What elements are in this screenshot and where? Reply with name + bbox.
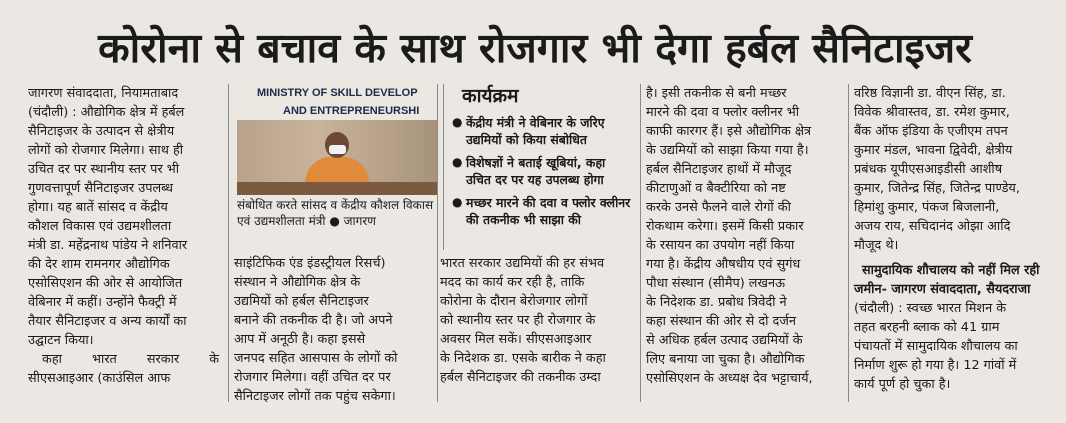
text-line: (चंदौली) : स्वच्छ भारत मिशन के xyxy=(854,301,1007,316)
text-line: से अधिक हर्बल उत्पाद उद्यमियों के xyxy=(646,333,803,348)
text-line: कुमार मंडल, भावना द्विवेदी, क्षेत्रीय xyxy=(854,143,1013,158)
text-line: सैनिटाइजर के उत्पादन से क्षेत्रीय xyxy=(28,124,175,139)
column-5 xyxy=(854,84,1052,394)
text-line: बनाने की तकनीक दी है। जो अपने xyxy=(234,313,393,328)
column-1 xyxy=(28,84,222,388)
text-line: लिए बनाया जा चुका है। औद्योगिक xyxy=(646,352,805,367)
program-item xyxy=(444,194,638,228)
photo-banner xyxy=(237,82,437,120)
text-line: होगा। यह बातें सांसद व केंद्रीय xyxy=(28,200,168,215)
desk xyxy=(237,182,437,195)
text-line: पंचायतों में सामुदायिक शौचालय का xyxy=(854,339,1018,354)
text-line: कहा संस्थान की ओर से दो दर्जन xyxy=(646,314,796,329)
text-line: काफी कारगर हैं। इसे औद्योगिक क्षेत्र xyxy=(646,124,812,139)
text-line: सीएसआइआर (काउंसिल आफ xyxy=(28,371,171,386)
text-line: है। इसी तकनीक से बनी मच्छर xyxy=(646,86,787,101)
text-line: अजय राय, सचिदानंद ओझा आदि xyxy=(854,219,1011,234)
text-line: को स्थानीय स्तर पर ही रोजगार के xyxy=(440,313,596,328)
text-line: मौजूद थे। xyxy=(854,238,899,253)
program-item xyxy=(444,154,638,188)
program-item-text: विशेषज्ञों ने बताई खूबियां, कहा उचित दर पर यह उपलब्ध होगा xyxy=(466,155,606,187)
face-mask xyxy=(329,145,346,154)
bullet-icon: ● xyxy=(452,195,463,209)
text-line: जमीन- जागरण संवाददाता, सैयदराजा xyxy=(854,282,1031,297)
program-box xyxy=(443,84,638,250)
text-line: कार्य पूर्ण हो चुका है। xyxy=(854,377,951,392)
text-line: सैनिटाइजर लोगों तक पहुंच सकेगा। xyxy=(234,389,396,404)
program-title: कार्यक्रम xyxy=(462,85,519,107)
text-line: कहा भारत सरकार के xyxy=(42,352,220,367)
column-divider xyxy=(848,84,849,402)
headline: कोरोना से बचाव के साथ रोजगार भी देगा हर्बल सैनिटाइजर xyxy=(98,24,972,72)
sub-heading: सामुदायिक शौचालय को नहीं मिल रही xyxy=(862,263,1040,278)
text-line: गुणवत्तापूर्ण सैनिटाइजर उपलब्ध xyxy=(28,181,174,196)
text-line: पौधा संस्थान (सीमैप) लखनऊ xyxy=(646,276,786,291)
column-divider xyxy=(640,84,641,402)
text-line: करके उनसे फैलने वाले रोगों की xyxy=(646,200,791,215)
text-line: रोकथाम करेगा। इसमें किसी प्रकार xyxy=(646,219,804,234)
column-4 xyxy=(646,84,842,388)
text-line: जागरण संवाददाता, नियामताबाद xyxy=(28,86,179,101)
bullet-icon: ● xyxy=(452,115,463,129)
text-line: बैंक ऑफ इंडिया के एजीएम तपन xyxy=(854,124,1008,139)
text-line: हिमांशु कुमार, पंकज बिजलानी, xyxy=(854,200,1000,215)
text-line: तैयार सैनिटाइजर व अन्य कार्यों का xyxy=(28,314,187,329)
text-line: के निदेशक डा. प्रबोध त्रिवेदी ने xyxy=(646,295,787,310)
text-line: हर्बल सैनिटाइजर की तकनीक उम्दा xyxy=(440,370,601,385)
text-line: के रसायन का उपयोग नहीं किया xyxy=(646,238,795,253)
text-line: हर्बल सैनिटाइजर हाथों में मौजूद xyxy=(646,162,792,177)
text-line: कुमार, जितेन्द्र सिंह, जितेन्द्र पाण्डेय, xyxy=(854,181,1020,196)
text-line: एसोसिएशन की ओर से आयोजित xyxy=(28,276,183,291)
text-line: वेबिनार में कहीं। उन्होंने फैक्ट्री में xyxy=(28,295,177,310)
text-line: अवसर मिल सकें। सीएसआइआर xyxy=(440,332,592,347)
text-line: भारत सरकार उद्यमियों की हर संभव xyxy=(440,256,605,271)
text-line: जनपद सहित आसपास के लोगों को xyxy=(234,351,398,366)
news-photo xyxy=(237,82,437,195)
text-line: मारने की दवा व फ्लोर क्लीनर भी xyxy=(646,105,800,120)
text-line: कोरोना के दौरान बेरोजगार लोगों xyxy=(440,294,588,309)
text-line: तहत बरहनी ब्लाक को 41 ग्राम xyxy=(854,320,1000,335)
text-line: संस्थान ने औद्योगिक क्षेत्र के xyxy=(234,275,361,290)
text-line: के उद्यमियों को साझा किया गया है। xyxy=(646,143,809,158)
banner-line: AND ENTREPRENEURSHI xyxy=(283,105,420,117)
banner-line: MINISTRY OF SKILL DEVELOP xyxy=(257,87,418,99)
column-2 xyxy=(228,254,442,406)
text-line: के निदेशक डा. एसके बारीक ने कहा xyxy=(440,351,606,366)
text-line: (चंदौली) : औद्योगिक क्षेत्र में हर्बल xyxy=(28,105,185,120)
text-line: प्रबंधक यूपीएसआइडीसी आशीष xyxy=(854,162,1003,177)
text-line: उद्यमियों को हर्बल सैनिटाइजर xyxy=(234,294,369,309)
text-line: की देर शाम रामनगर औद्योगिक xyxy=(28,257,170,272)
text-line: लोगों को रोजगार मिलेगा। साथ ही xyxy=(28,143,184,158)
bullet-icon: ● xyxy=(452,155,463,169)
text-line: गया है। केंद्रीय औषधीय एवं सुगंध xyxy=(646,257,801,272)
column-divider xyxy=(437,84,438,402)
text-line: कौशल विकास एवं उद्यमशीलता xyxy=(28,219,172,234)
program-item-text: मच्छर मारने की दवा व फ्लोर क्लीनर की तकनीक भी साझा की xyxy=(466,195,631,227)
text-line: कीटाणुओं व बैक्टीरिया को नष्ट xyxy=(646,181,786,196)
text-line: आप में अनूठी है। कहा इससे xyxy=(234,332,366,347)
program-item-text: केंद्रीय मंत्री ने वेबिनार के जरिए उद्यमियों को किया संबोधित xyxy=(466,115,605,147)
text-line: उचित दर पर स्थानीय स्तर पर भी xyxy=(28,162,180,177)
text-line: मंत्री डा. महेंद्रनाथ पांडेय ने शनिवार xyxy=(28,238,188,253)
text-line: रोजगार मिलेगा। वहीं उचित दर पर xyxy=(234,370,391,385)
text-line: उद्घाटन किया। xyxy=(28,333,94,348)
column-3 xyxy=(440,254,638,387)
text-line: वरिष्ठ विज्ञानी डा. वीएन सिंह, डा. xyxy=(854,86,1006,101)
program-item xyxy=(444,114,638,148)
text-line: मदद का कार्य कर रही है, ताकि xyxy=(440,275,585,290)
text-line: साइंटिफिक एंड इंडस्ट्रीयल रिसर्च) xyxy=(234,256,386,271)
text-line: निर्माण शुरू हो गया है। 12 गांवों में xyxy=(854,358,1017,373)
text-line: विवेक श्रीवास्तव, डा. रमेश कुमार, xyxy=(854,105,1010,120)
photo-caption: संबोधित करते सांसद व केंद्रीय कौशल विकास एवं उद्यमशीलता मंत्री ● जागरण xyxy=(237,198,434,228)
text-line: एसोसिएशन के अध्यक्ष देव भट्टाचार्य, xyxy=(646,371,813,386)
